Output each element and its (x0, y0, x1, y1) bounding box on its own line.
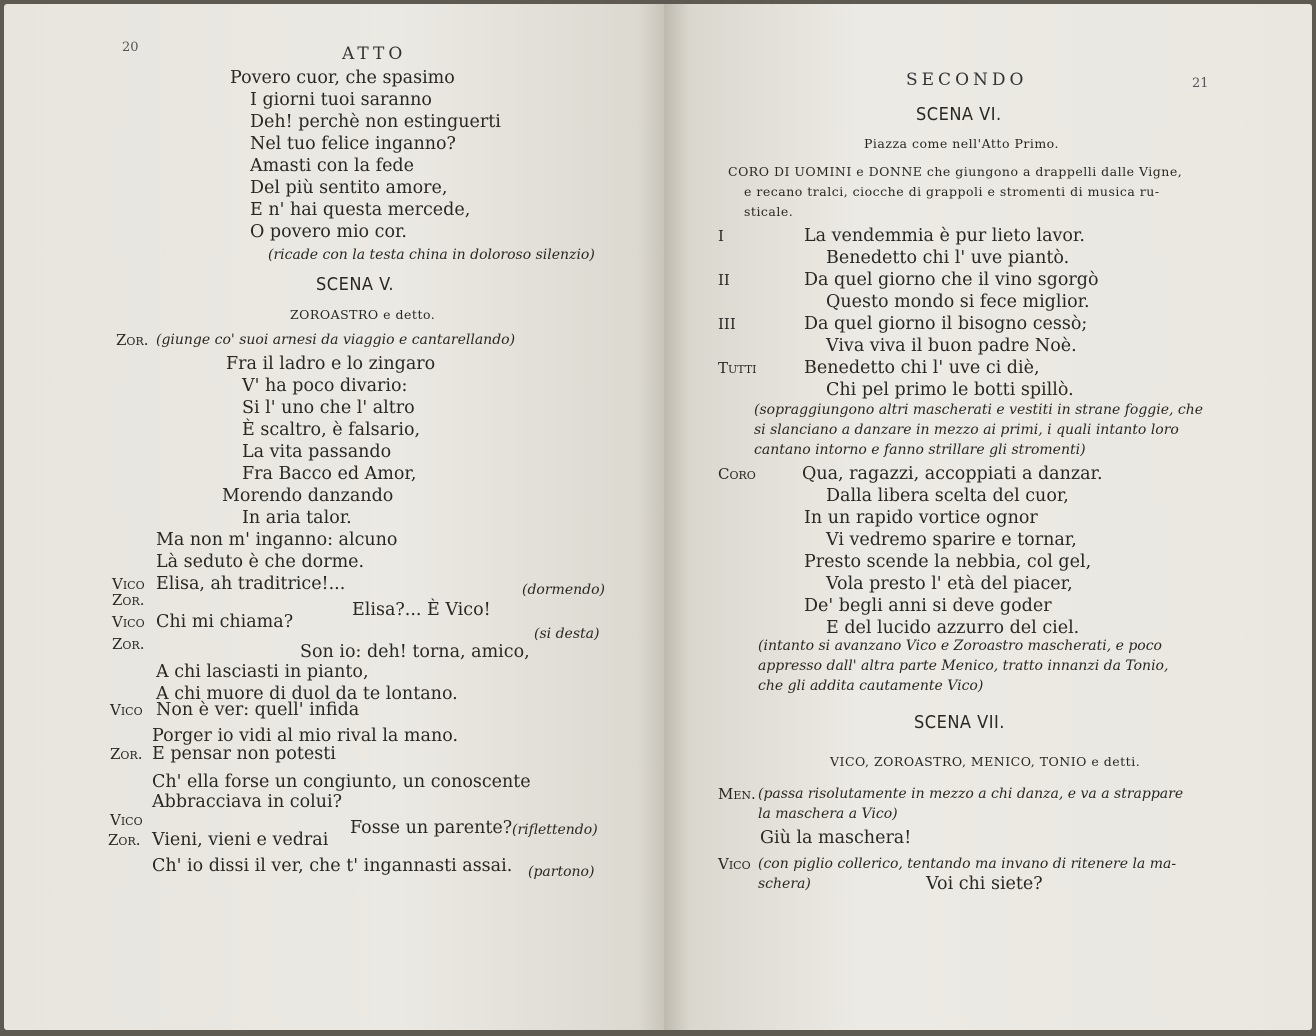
stage-direction: (ricade con la testa china in doloroso silenzio) (268, 247, 595, 263)
left-running-head: ATTO (342, 44, 407, 64)
scene-title: SCENA V. (316, 274, 395, 295)
right-page-number: 21 (1192, 76, 1209, 91)
chorus-line: De' begli anni si deve goder (804, 596, 1052, 616)
stage-direction: che gli addita cautamente Vico) (758, 678, 984, 694)
dialogue-line: A chi muore di duol da te lontano. (156, 684, 458, 704)
chorus-line: Dalla libera scelta del cuor, (826, 486, 1069, 506)
right-running-head: SECONDO (906, 70, 1028, 90)
stage-direction: (passa risolutamente in mezzo a chi danza, e va a strappare (758, 786, 1184, 802)
dialogue-line: Là seduto è che dorme. (156, 552, 365, 572)
speaker-label: Vico (110, 701, 143, 719)
verse-line: E n' hai questa mercede, (250, 200, 471, 220)
song-line: Fra Bacco ed Amor, (242, 464, 417, 484)
verse-line: O povero mio cor. (250, 222, 407, 242)
song-line: Fra il ladro e lo zingaro (226, 354, 436, 374)
stage-direction: (si desta) (534, 626, 600, 642)
stage-direction: schera) (758, 876, 811, 892)
chorus-line: Da quel giorno il bisogno cessò; (804, 314, 1088, 334)
scene-cast: ZOROASTRO e detto. (290, 307, 436, 322)
chorus-line: Benedetto chi l' uve ci diè, (804, 358, 1040, 378)
verse-line: Nel tuo felice inganno? (250, 134, 456, 154)
speaker-label: III (718, 315, 736, 333)
verse-line: Deh! perchè non estinguerti (250, 112, 501, 132)
dialogue-line: Abbracciava in colui? (152, 792, 342, 812)
speaker-label: II (718, 271, 730, 289)
dialogue-line: Chi mi chiama? (156, 612, 294, 632)
chorus-line: Presto scende la nebbia, col gel, (804, 552, 1092, 572)
chorus-line: In un rapido vortice ognor (804, 508, 1038, 528)
left-page-number: 20 (122, 40, 139, 55)
scene-cast: e recano tralci, ciocche di grappoli e stromenti di musica ru- (744, 184, 1160, 199)
chorus-line: La vendemmia è pur lieto lavor. (804, 226, 1085, 246)
stage-direction: (con piglio collerico, tentando ma invano di ritenere la ma- (758, 856, 1177, 872)
song-line: La vita passando (242, 442, 392, 462)
speaker-label: Zor. (110, 745, 143, 763)
chorus-line: Chi pel primo le botti spillò. (826, 380, 1074, 400)
speaker-label: Zor. (112, 591, 145, 609)
stage-direction: (riflettendo) (512, 822, 598, 838)
dialogue-line: Ch' ella forse un congiunto, un conoscente (152, 772, 531, 792)
stage-direction: (dormendo) (522, 582, 605, 598)
stage-direction: si slanciano a danzare in mezzo ai primi, i quali intanto loro (754, 422, 1179, 438)
scene-title: SCENA VI. (916, 104, 1002, 125)
chorus-line: Questo mondo si fece miglior. (826, 292, 1090, 312)
left-page (4, 4, 664, 1030)
right-page (664, 4, 1312, 1030)
dialogue-line: Vieni, vieni e vedrai (152, 830, 329, 850)
speaker-label: I (718, 227, 724, 245)
speaker-label: Vico (112, 613, 145, 631)
speaker-label: Zor. (108, 831, 141, 849)
chorus-line: Benedetto chi l' uve piantò. (826, 248, 1070, 268)
chorus-line: Vi vedremo sparire e tornar, (826, 530, 1077, 550)
song-line: Morendo danzando (222, 486, 394, 506)
dialogue-line: Ma non m' inganno: alcuno (156, 530, 398, 550)
chorus-line: E del lucido azzurro del ciel. (826, 618, 1080, 638)
stage-direction: (partono) (528, 864, 595, 880)
song-line: Si l' uno che l' altro (242, 398, 415, 418)
speaker-label: Zor. (116, 331, 149, 349)
speaker-label: Vico (112, 575, 145, 593)
dialogue-line: Elisa, ah traditrice!... (156, 574, 346, 594)
scene-cast: sticale. (744, 204, 794, 219)
stage-direction: (intanto si avanzano Vico e Zoroastro mascherati, e poco (758, 638, 1162, 654)
scene-cast: VICO, ZOROASTRO, MENICO, TONIO e detti. (830, 754, 1141, 769)
stage-direction: (sopraggiungono altri mascherati e vestiti in strane foggie, che (754, 402, 1204, 418)
scene-cast: CORO DI UOMINI e DONNE che giungono a drappelli dalle Vigne, (728, 164, 1183, 179)
stage-direction: appresso dall' altra parte Menico, tratto innanzi da Tonio, (758, 658, 1169, 674)
chorus-line: Vola presto l' età del piacer, (826, 574, 1073, 594)
scene-title: SCENA VII. (914, 712, 1005, 733)
stage-direction: cantano intorno e fanno strillare gli stromenti) (754, 442, 1086, 458)
dialogue-line: Giù la maschera! (760, 828, 912, 848)
dialogue-line: Voi chi siete? (926, 874, 1043, 894)
speaker-label: Zor. (112, 635, 145, 653)
speaker-label: Men. (718, 785, 756, 803)
stage-direction: la maschera a Vico) (758, 806, 898, 822)
verse-line: Povero cuor, che spasimo (230, 68, 455, 88)
scene-place: Piazza come nell'Atto Primo. (864, 136, 1059, 151)
chorus-line: Qua, ragazzi, accoppiati a danzar. (802, 464, 1103, 484)
dialogue-line: Elisa?... È Vico! (352, 600, 491, 620)
song-line: V' ha poco divario: (242, 376, 408, 396)
dialogue-line: A chi lasciasti in pianto, (156, 662, 369, 682)
stage-direction: (giunge co' suoi arnesi da viaggio e cantarellando) (156, 332, 516, 348)
dialogue-line: Non è ver: quell' infida (156, 700, 360, 720)
dialogue-line: Ch' io dissi il ver, che t' ingannasti assai. (152, 856, 513, 876)
speaker-label: Vico (718, 855, 751, 873)
verse-line: I giorni tuoi saranno (250, 90, 432, 110)
verse-line: Del più sentito amore, (250, 178, 448, 198)
speaker-label: Vico (110, 811, 143, 829)
dialogue-line: Porger io vidi al mio rival la mano. (152, 726, 459, 746)
speaker-label: Coro (718, 465, 756, 483)
dialogue-line: Fosse un parente? (350, 818, 513, 838)
chorus-line: Da quel giorno che il vino sgorgò (804, 270, 1099, 290)
speaker-label: Tutti (718, 359, 757, 377)
dialogue-line: E pensar non potesti (152, 744, 336, 764)
song-line: In aria talor. (242, 508, 352, 528)
song-line: È scaltro, è falsario, (242, 420, 421, 440)
chorus-line: Viva viva il buon padre Noè. (826, 336, 1077, 356)
verse-line: Amasti con la fede (250, 156, 414, 176)
dialogue-line: Son io: deh! torna, amico, (300, 642, 530, 662)
